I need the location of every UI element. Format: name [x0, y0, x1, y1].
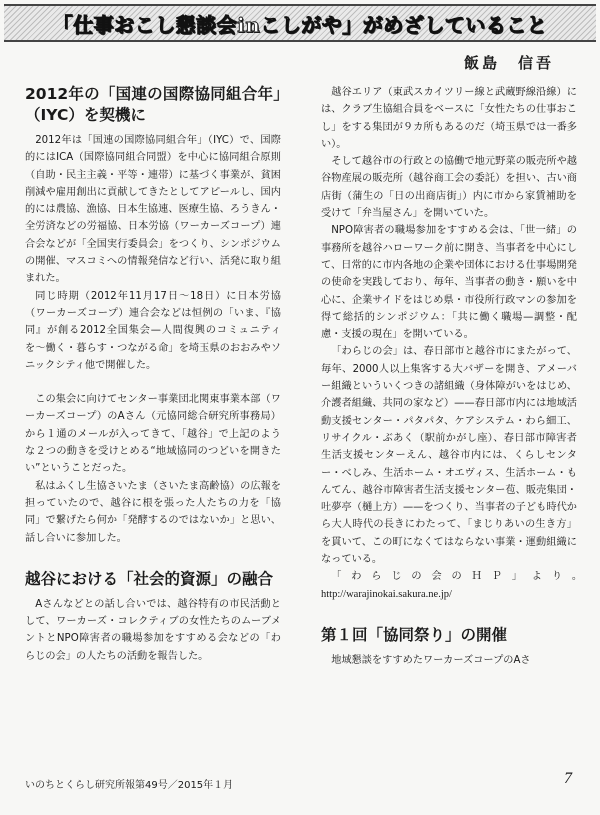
author-name: 飯島 信吾 — [463, 54, 554, 72]
paragraph: 同じ時期（2012年11月17日〜18日）に日本労協（ワーカーズコープ）連合会などは恒例の「いま、『協同』が創る2012全国集会—人間復興のコミュニティを〜働く・暮らす・つながる命」を埼玉県のおおみやソニックシティ他で開催した。 — [25, 290, 281, 371]
left-column — [25, 84, 281, 665]
page-number: 7 — [564, 770, 572, 787]
section-heading-iyc: 2012年の「国連の国際協同組合年」（IYC）を契機に — [25, 85, 281, 124]
source-url-link[interactable]: http://warajinokai.sakura.ne.jp/ — [321, 588, 452, 600]
paragraph: この集会に向けてセンター事業団北関東事業本部（ワーカーズコープ）のAさん（元協同総合研究所事務局）から１通のメールが入ってきて、「越谷」で上記のような２つの動きを受けとめる“地域協同のつどいを開きたい”ということだった。 — [25, 394, 281, 475]
paragraph: 越谷エリア（東武スカイツリー線と武蔵野線沿線）には、クラブ生協組合員をベースに「女性たちの仕事おこし」をする集団が９カ所もあるのだ（埼玉県では一番多い）。 — [321, 87, 577, 150]
section-heading-festival: 第１回「協同祭り」の開催 — [321, 625, 508, 644]
paragraph: 地域懇談をすすめたワーカーズコープのAさ — [331, 654, 531, 666]
section-heading-social-resources: 越谷における「社会的資源」の融合 — [25, 569, 274, 588]
paragraph: NPO障害者の職場参加をすすめる会は、「世一緒」の事務所を越谷ハローワーク前に開き、当事者を中心にして、日常的に市内各地の企業や団体における仕事場開発の使命を実践しており、毎年、当事者の動き・願いを中心に、企業サイドをはじめ県・市役所行政マンの参加を得て総括的シンポジウム：「共に働く職場—調整・配慮・支援の現在」を開いている。 — [321, 225, 577, 341]
source-note-text: 「わらじの会のＨＰ」より。 — [331, 571, 577, 583]
title-banner — [4, 4, 596, 42]
right-column — [321, 84, 577, 669]
paragraph: そして越谷市の行政との協働で地元野菜の販売所や越谷物産展の販売所（越谷商工会の委託）を担い、古い商店街（蒲生の「日の出商店街」）内に市から家賃補助を受けて「弁当屋さん」を開いていた。 — [321, 156, 577, 220]
journal-footer: いのちとくらし研究所報第49号／2015年１月 — [25, 780, 234, 791]
paragraph: 私はふくし生協さいたま（さいたま高齢協）の広報を担っていたので、越谷に根を張った人たちの力を「協同」で繋げたら何か「発酵するのではないか」と思い、話し合いに参加した。 — [25, 480, 281, 544]
paragraph: 2012年は「国連の国際協同組合年」（IYC）で、国際的にはICA（国際協同組合同盟）を中心に協同組合原則（自助・民主主義・平等・連帯）に基づく事業が、貧困削減や雇用創出に貢献してきたとしてアピールし、国内的には農協、漁協、日本生協連、医療生協、ろうきん・全労済などの労福協、日本労協（ワーカーズコープ）連合会などが「全国実行委員会」をつくり、シンポジウムの開催、マスコミへの情報発信など行い、活発に取り組まれた。 — [25, 135, 281, 285]
source-note — [321, 568, 577, 603]
article-title: 「仕事おこし懇談会inこしがや」がめざしていること — [52, 12, 548, 37]
paragraph: 「わらじの会」は、春日部市と越谷市にまたがって、毎年、2000人以上集客する大バザーを開き、アメーバー組織といういくつきの諸組織（身体障がいをはじめ、介護者組織、共同の家など）——春日部市内には地域活動支援センター・パタパタ、ケアシステム・わら細工、リサイクル・ぶあく（駅前かがし座）、春日部市障害者生活支援センターえん、越谷市内には、くらしセンター・べしみ、生活ホーム・オエヴィス、生活ホーム・もんてん、越谷市障害者生活支援センター苞、販売集団・吐夢亭（樋上方）——をつくり、当事者の子ども時代から大人時代の長きにわたって、「まじりあいの生き方」を貫いて、この町になくてはならない事業・運動組織になっている。 — [321, 346, 577, 566]
paragraph: Aさんなどとの話し合いでは、越谷特有の市民活動として、ワーカーズ・コレクティブの女性たちのムーブメントとNPO障害者の職場参加をすすめる会などの「わらじの会」の人たちの活動を報告した。 — [25, 598, 281, 662]
